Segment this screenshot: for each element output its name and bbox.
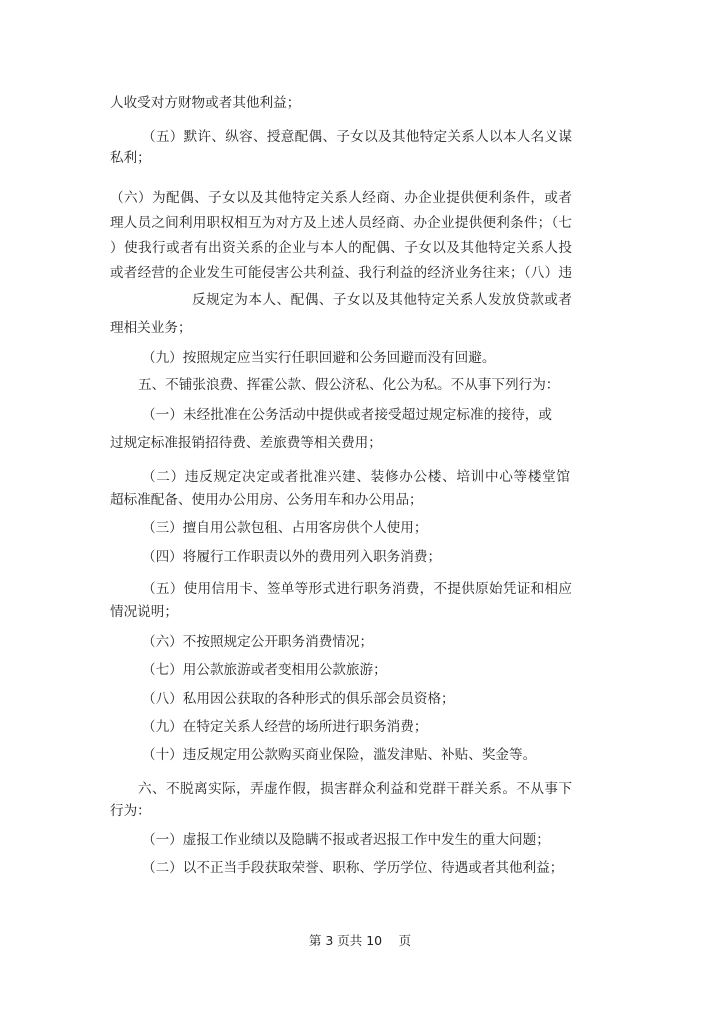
text-line: （七）用公款旅游或者变相用公款旅游； [142,662,387,678]
text-line: 私利； [110,150,151,166]
text-line: （九）按照规定应当实行任职回避和公务回避而没有回避。 [142,350,496,366]
text-line: （六）为配偶、子女以及其他特定关系人经商、办企业提供便利条件，或者 [110,190,572,206]
text-line: 反规定为本人、配偶、子女以及其他特定关系人发放贷款或者 [192,292,572,308]
section-heading: 五、不铺张浪费、挥霍公款、假公济私、化公为私。不从事下列行为： [138,377,560,393]
text-line: 过规定标准报销招待费、差旅费等相关费用； [110,435,382,451]
text-line: （八）私用因公获取的各种形式的俱乐部会员资格； [142,691,455,707]
text-line: （二）以不正当手段获取荣誉、职称、学历学位、待遇或者其他利益； [142,860,564,876]
text-line: （五）使用信用卡、签单等形式进行职务消费，不提供原始凭证和相应 [142,581,572,597]
text-line: （九）在特定关系人经营的场所进行职务消费； [142,719,428,735]
text-line: （一）虚报工作业绩以及隐瞒不报或者迟报工作中发生的重大问题； [142,832,550,848]
text-line: 人收受对方财物或者其他利益； [110,95,301,111]
text-line: （四）将履行工作职责以外的费用列入职务消费； [142,549,442,565]
text-line: 情况说明； [110,604,178,620]
text-line: ）使我行或者有出资关系的企业与本人的配偶、子女以及其他特定关系人投 [110,240,572,256]
text-line: （五）默许、纵容、授意配偶、子女以及其他特定关系人以本人名义谋 [142,129,572,145]
text-line: （三）擅自用公款包租、占用客房供个人使用； [142,520,428,536]
text-line: （六）不按照规定公开职务消费情况； [142,634,374,650]
text-line: （十）违反规定用公款购买商业保险，滥发津贴、补贴、奖金等。 [142,747,537,763]
section-heading: 六、不脱离实际，弄虚作假，损害群众利益和党群干群关系。不从事下 [138,781,572,797]
text-line: （一）未经批准在公务活动中提供或者接受超过规定标准的接待，或 [142,407,552,423]
text-line: 或者经营的企业发生可能侵害公共利益、我行利益的经济业务往来；（八）违 [110,265,572,281]
text-line: 超标准配备、使用办公用房、公务用车和办公用品； [110,492,423,508]
text-line: （二）违反规定决定或者批准兴建、装修办公楼、培训中心等楼堂馆 [142,469,570,485]
text-line: 理人员之间利用职权相互为对方及上述人员经商、办企业提供便利条件；（七 [110,215,572,231]
page-number-footer: 第 3 页共 10 页 [308,933,412,948]
text-line: 理相关业务； [110,320,192,336]
text-line: 行为： [110,803,151,819]
